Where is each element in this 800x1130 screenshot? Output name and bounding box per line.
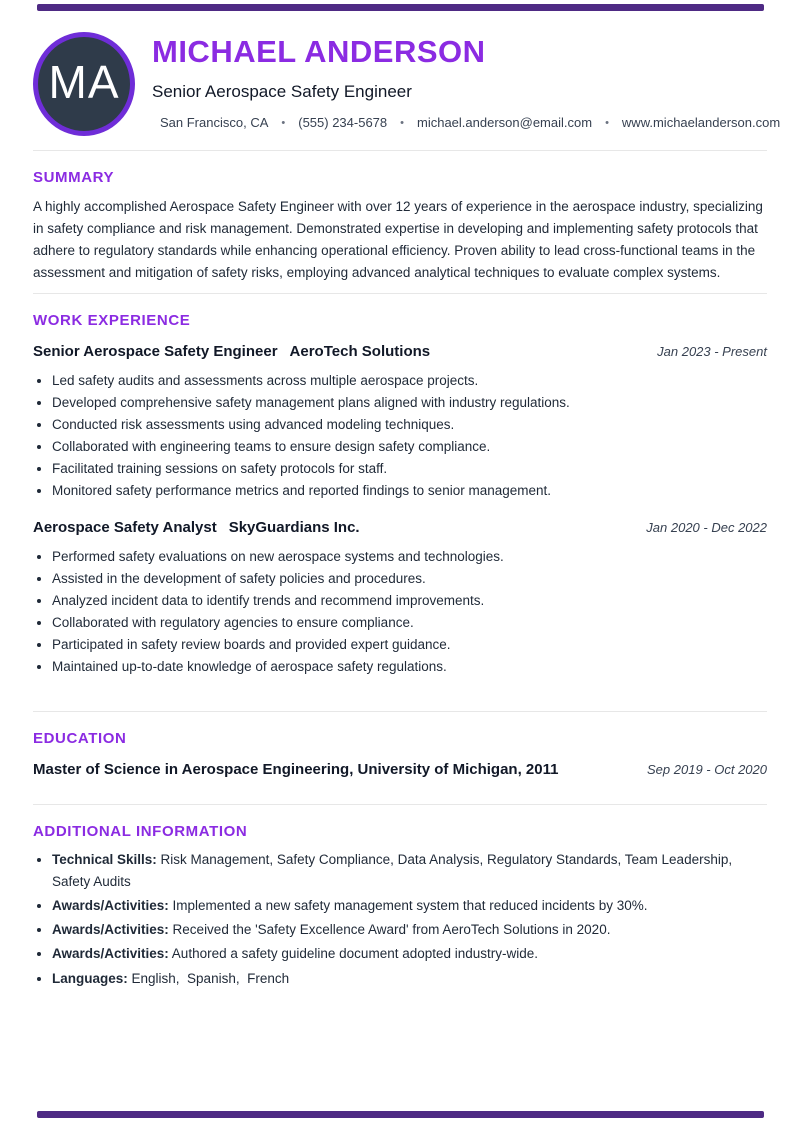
resume-header bbox=[33, 32, 781, 136]
education-degree: Master of Science in Aerospace Engineering, University of Michigan, 2011 bbox=[33, 761, 559, 778]
job-title: Aerospace Safety Analyst bbox=[33, 519, 217, 536]
job-bullet: Conducted risk assessments using advanced modeling techniques. bbox=[33, 414, 767, 436]
job-company: AeroTech Solutions bbox=[289, 343, 431, 360]
job-title: Senior Aerospace Safety Engineer bbox=[33, 343, 278, 360]
info-text: Received the 'Safety Excellence Award' from AeroTech Solutions in 2020. bbox=[168, 922, 611, 937]
section-divider bbox=[33, 804, 767, 805]
contact-phone: (555) 234-5678 bbox=[298, 115, 388, 130]
additional-info-item bbox=[33, 895, 767, 917]
section-divider bbox=[33, 711, 767, 712]
summary-text: A highly accomplished Aerospace Safety Engineer with over 12 years of experience in the aerospace industry, specializing in safety compliance and risk management. Demonstrated expertise in developing and implementing safety protocols that adhere to regulatory standards while enhancing operational efficiency. Proven ability to lead cross-functional teams in the assessment and mitigation of safety risks, employing advanced analytical techniques to evaluate complex systems. bbox=[33, 199, 763, 280]
job-bullet: Participated in safety review boards and provided expert guidance. bbox=[33, 634, 767, 656]
education-heading: EDUCATION bbox=[33, 730, 127, 747]
job-title-line bbox=[33, 343, 430, 361]
contact-separator-dot: • bbox=[605, 116, 609, 129]
additional-info-list bbox=[33, 849, 767, 990]
bottom-accent-bar bbox=[37, 1111, 764, 1118]
job-bullet: Performed safety evaluations on new aerospace systems and technologies. bbox=[33, 546, 767, 568]
candidate-name: MICHAEL ANDERSON bbox=[152, 34, 486, 69]
info-label: Languages: bbox=[52, 971, 128, 986]
job-bullet: Assisted in the development of safety policies and procedures. bbox=[33, 568, 767, 590]
contact-email: michael.anderson@email.com bbox=[417, 115, 593, 130]
job-bullet-list bbox=[33, 546, 767, 678]
summary-heading: SUMMARY bbox=[33, 169, 115, 186]
job-bullet: Maintained up-to-date knowledge of aerospace safety regulations. bbox=[33, 656, 767, 678]
additional-info-item bbox=[33, 919, 767, 941]
work-experience-heading: WORK EXPERIENCE bbox=[33, 312, 191, 329]
job-bullet: Facilitated training sessions on safety protocols for staff. bbox=[33, 458, 767, 480]
contact-separator-dot: • bbox=[400, 116, 404, 129]
job-company: SkyGuardians Inc. bbox=[228, 519, 360, 536]
job-bullet: Collaborated with regulatory agencies to ensure compliance. bbox=[33, 612, 767, 634]
education-dates: Sep 2019 - Oct 2020 bbox=[647, 762, 767, 777]
avatar bbox=[33, 32, 135, 136]
info-label: Technical Skills: bbox=[52, 852, 157, 867]
job-bullet: Analyzed incident data to identify trends and recommend improvements. bbox=[33, 590, 767, 612]
contact-row bbox=[152, 115, 780, 130]
job-bullet-list bbox=[33, 370, 767, 502]
additional-information-section bbox=[33, 823, 767, 990]
job-bullet: Developed comprehensive safety management plans aligned with industry regulations. bbox=[33, 392, 767, 414]
contact-location: San Francisco, CA bbox=[160, 115, 269, 130]
section-divider bbox=[33, 150, 767, 151]
job-dates: Jan 2020 - Dec 2022 bbox=[646, 520, 767, 535]
info-label: Awards/Activities: bbox=[52, 898, 169, 913]
job-bullet: Monitored safety performance metrics and reported findings to senior management. bbox=[33, 480, 767, 502]
section-divider bbox=[33, 293, 767, 294]
additional-info-item bbox=[33, 968, 767, 990]
header-text bbox=[152, 32, 780, 130]
info-text: English, Spanish, French bbox=[127, 971, 290, 986]
info-text: Implemented a new safety management system that reduced incidents by 30%. bbox=[168, 898, 648, 913]
job-bullet: Led safety audits and assessments across multiple aerospace projects. bbox=[33, 370, 767, 392]
job-header bbox=[33, 343, 767, 361]
additional-info-item bbox=[33, 849, 767, 893]
job-header bbox=[33, 519, 767, 537]
additional-information-heading: ADDITIONAL INFORMATION bbox=[33, 823, 248, 840]
contact-separator-dot: • bbox=[281, 116, 286, 129]
job-dates: Jan 2023 - Present bbox=[657, 344, 767, 359]
info-text: Risk Management, Safety Compliance, Data Analysis, Regulatory Standards, Team Leadership, Safety Audits bbox=[52, 852, 736, 889]
avatar-initials: MA bbox=[48, 56, 120, 108]
candidate-title: Senior Aerospace Safety Engineer bbox=[152, 82, 412, 101]
additional-info-item bbox=[33, 943, 767, 965]
summary-section bbox=[33, 169, 767, 284]
info-text: Authored a safety guideline document adopted industry-wide. bbox=[168, 946, 539, 961]
info-label: Awards/Activities: bbox=[52, 946, 169, 961]
education-section bbox=[33, 730, 767, 778]
top-accent-bar bbox=[37, 4, 764, 11]
education-entry bbox=[33, 761, 767, 778]
info-label: Awards/Activities: bbox=[52, 922, 169, 937]
job-bullet: Collaborated with engineering teams to ensure design safety compliance. bbox=[33, 436, 767, 458]
work-experience-section bbox=[33, 312, 767, 678]
contact-website: www.michaelanderson.com bbox=[621, 115, 781, 130]
job-title-line bbox=[33, 519, 360, 537]
